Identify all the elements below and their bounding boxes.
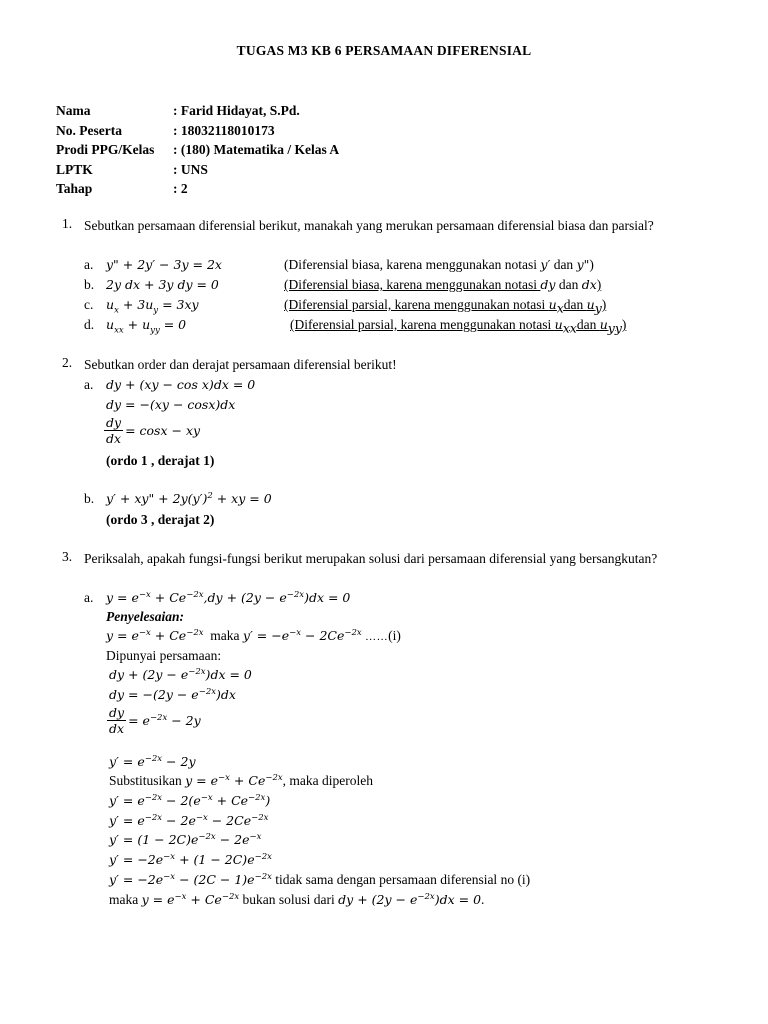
q1-note-a: [284, 255, 594, 275]
student-info: [56, 101, 339, 199]
item-letter: c.: [84, 297, 94, 312]
note-var: dy: [540, 277, 556, 292]
note-var: u: [599, 317, 608, 332]
info-row: [56, 160, 339, 180]
q1-note-d: (Diferensial parsial, karena menggunakan notasi $u_{xx}dan$ $u_{yy}$): [290, 317, 627, 336]
q3-step-3: $\frac{dy}{dx}$ = $e^{-2x} - 2y$: [109, 705, 201, 736]
question-3: [56, 549, 716, 569]
note-text: (Diferensial biasa, karena menggunakan notasi: [284, 277, 541, 292]
q1-item-c: [84, 295, 93, 315]
text-maka-diperoleh: , maka diperoleh: [282, 773, 374, 788]
q1-note-b: [284, 275, 601, 295]
q3-step-1: dy + $(2y - e^{-2x})dx = 0$: [109, 666, 252, 682]
q3-conclusion: maka $y = e^{-x} + Ce^{-2x}$ bukan solusi dari dy + $(2y - e^{-2x})dx = 0$.: [109, 891, 485, 907]
q3-equation-a: $y = e^{-x} + Ce^{-2x},dy + (2y - e^{-2x})dx = 0$: [106, 589, 351, 605]
item-letter: b.: [84, 491, 95, 506]
note-text: ): [589, 257, 594, 272]
text-substitusikan: Substitusikan: [109, 773, 182, 788]
q2-result-a: (ordo 1 , derajat 1): [106, 453, 215, 468]
q1-item-b: [84, 275, 94, 295]
note-text: dan: [550, 257, 577, 272]
info-value: : 18032118010173: [173, 122, 275, 138]
q3-step-4: $y' = e^{-2x} - 2y$: [109, 753, 196, 769]
q1-note-c: (Diferensial parsial, karena menggunakan notasi $u_xdan$ $u_y$): [284, 297, 607, 316]
q2-equation-a3: $\frac{dy}{dx}$ = cosx − xy: [106, 415, 201, 446]
info-row: [56, 121, 339, 141]
equation-ref: (i): [388, 628, 401, 643]
question-text: Periksalah, apakah fungsi-fungsi berikut merupakan solusi dari persamaan diferensial yang bersangkutan?: [84, 551, 658, 566]
q2-equation-a1: dy + (xy − cos x)dx = 0: [106, 377, 256, 392]
note-text: dan: [563, 297, 587, 312]
q3-step-9: $y' = -2e^{-x} - (2C - 1)e^{-2x}$ tidak sama dengan persamaan diferensial no (i): [109, 871, 531, 887]
info-label: Tahap: [56, 181, 93, 196]
info-row: [56, 179, 339, 199]
q1-equation-d: $u_{xx} + u_{yy} = 0$: [106, 317, 187, 336]
question-2: [56, 355, 716, 375]
info-label: No. Peserta: [56, 122, 122, 138]
q1-item-a: [84, 255, 93, 275]
item-letter: d.: [84, 317, 95, 332]
note-var: dx: [581, 277, 597, 292]
note-var: u: [548, 297, 557, 312]
document-title: TUGAS M3 KB 6 PERSAMAAN DIFERENSIAL: [236, 43, 532, 58]
note-var: y": [576, 257, 590, 272]
eq-var: u: [106, 297, 115, 312]
q3-step-5: $y' = e^{-2x} - 2(e^{-x} + Ce^{-2x})$: [109, 792, 271, 808]
text-maka: maka: [109, 892, 139, 907]
item-letter: a.: [84, 377, 94, 392]
note-var: u: [554, 317, 563, 332]
info-row: [56, 101, 339, 121]
item-letter: b.: [84, 277, 95, 292]
note-text: (Diferensial biasa, karena menggunakan notasi: [284, 257, 541, 272]
note-text: ): [621, 317, 627, 332]
note-text: ): [601, 297, 607, 312]
question-text: Sebutkan persamaan diferensial berikut, manakah yang merukan persamaan diferensial biasa dan parsial?: [84, 218, 654, 233]
q1-item-d: [84, 315, 94, 335]
info-row: [56, 140, 339, 160]
info-value: : Farid Hidayat, S.Pd.: [173, 103, 300, 118]
q3-step-7: $y' = (1 - 2C)e^{-2x} - 2e^{-x}$: [109, 831, 262, 847]
note-var: y′: [540, 257, 551, 272]
question-number: 2.: [62, 355, 73, 370]
q2-item-a: [84, 375, 93, 395]
question-1: [56, 216, 716, 236]
eq-var: u: [106, 317, 115, 332]
info-label: Prodi PPG/Kelas: [56, 142, 155, 157]
q3-item-a: [84, 588, 93, 608]
q3-step-8: $y' = -2e^{-x} + (1 - 2C)e^{-2x}$: [109, 851, 272, 867]
text-tidak-sama: tidak sama dengan persamaan diferensial no (i): [275, 872, 531, 887]
info-label: Nama: [56, 103, 91, 118]
info-value: : 2: [173, 181, 188, 196]
q2-item-b: [84, 489, 94, 509]
info-label: LPTK: [56, 161, 93, 177]
note-text: (Diferensial parsial, karena menggunakan notasi: [290, 317, 555, 332]
q3-derivative-line: $y = e^{-x} + Ce^{-2x}$ maka $y' = -e^{-x} - 2Ce^{-2x}$ ……(i): [106, 627, 401, 643]
note-text: ): [596, 277, 602, 292]
item-letter: a.: [84, 257, 94, 272]
q1-equation-b: 2y dx + 3y dy = 0: [106, 277, 219, 292]
q2-equation-a2: dy = −(xy − cosx)dx: [106, 397, 236, 412]
info-value: : UNS: [173, 161, 208, 177]
text-maka: maka: [210, 628, 240, 643]
text-bukan-solusi: bukan solusi dari: [242, 892, 335, 907]
note-text: (Diferensial parsial, karena menggunakan notasi: [284, 297, 549, 312]
q3-substitute: Substitusikan $y = e^{-x} + Ce^{-2x}$, maka diperoleh: [109, 772, 374, 788]
q1-equation-a: y" + 2y′ − 3y = 2x: [106, 257, 222, 272]
q3-dipunyai: Dipunyai persamaan:: [106, 648, 222, 663]
question-text: Sebutkan order dan derajat persamaan diferensial berikut!: [84, 357, 397, 372]
question-number: 1.: [62, 216, 73, 231]
q3-step-6: $y' = e^{-2x} - 2e^{-x} - 2Ce^{-2x}$: [109, 812, 269, 828]
q2-equation-b: y′ + xy" + $2y(y')^2$ + xy = 0: [106, 490, 272, 506]
note-var: u: [586, 297, 595, 312]
q3-step-2: dy = $-(2y - e^{-2x})dx$: [109, 686, 236, 702]
info-value: : (180) Matematika / Kelas A: [173, 142, 340, 157]
q1-equation-c: $u_x + 3u_y = 3xy$: [106, 297, 199, 316]
note-text: dan: [555, 277, 582, 292]
item-letter: a.: [84, 590, 94, 605]
note-text: dan: [576, 317, 600, 332]
q2-result-b: (ordo 3 , derajat 2): [106, 512, 215, 527]
q3-penyelesaian: Penyelesaian:: [106, 609, 184, 624]
question-number: 3.: [62, 549, 73, 564]
